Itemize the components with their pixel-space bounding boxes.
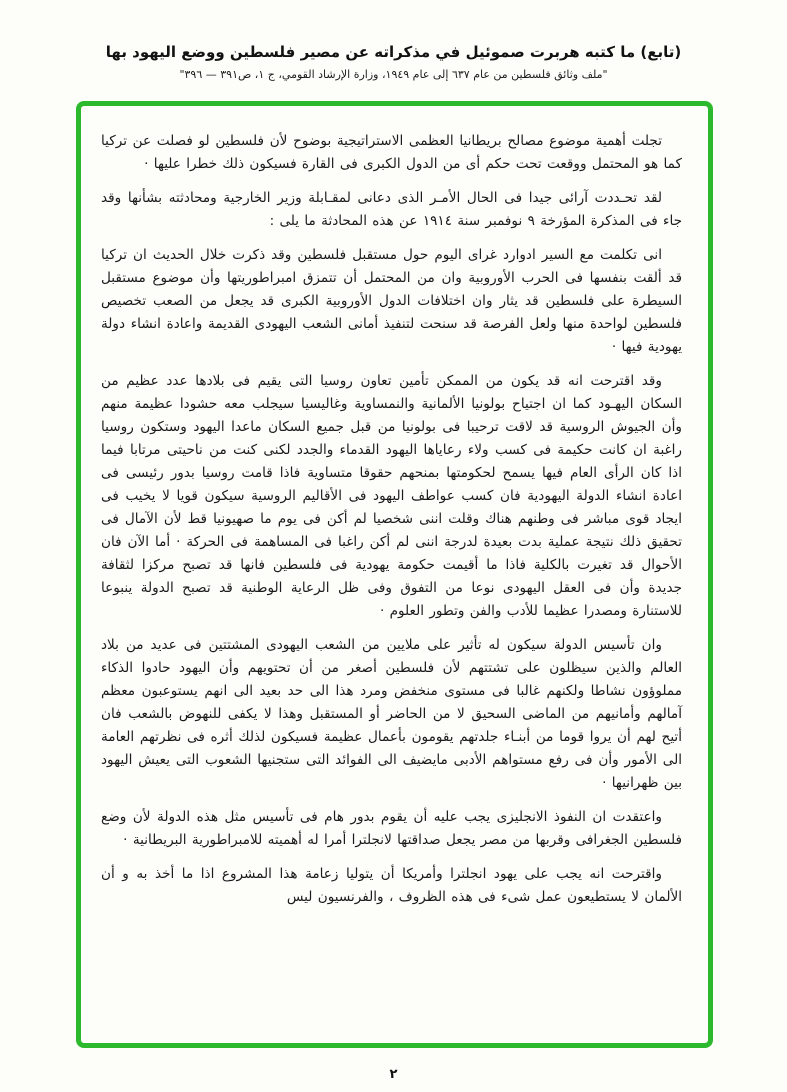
paragraph: تجلت أهمية موضوع مصالح بريطانيا العظمى الاستراتيجية بوضوح لأن فلسطين لو فصلت عن تركيا كما هو المحتمل ووقعت تحت حكم أى من الدول الكبرى فى القارة فسيكون ذلك خطرا عليها · xyxy=(101,133,682,172)
paragraph: انى تكلمت مع السير ادوارد غراى اليوم حول مستقبل فلسطين وقد ذكرت خلال الحديث ان تركيا قد ألقت بنفسها فى الحرب الأوروبية وان من المحتمل أن تتمزق امبراطوريتها وأن موضوع مستقبل السيطرة على فلسطين قد يثار وان اختلافات الدول الأوروبية الكبرى قد يجعل من الصعب تخصيص فلسطين لواحدة منها ولعل الفرصة قد سنحت لتنفيذ أمانى الشعب اليهودى القديمة واعادة انشاء دولة يهودية فيها · xyxy=(101,247,682,355)
paragraph: واعتقدت ان النفوذ الانجليزى يجب عليه أن يقوم بدور هام فى تأسيس مثل هذه الدولة لأن وضع فلسطين الجغرافى وقربها من مصر يجعل صداقتها لانجلترا أمرا له أهميته للامبراطورية البريطانية · xyxy=(101,809,682,848)
paragraph: وان تأسيس الدولة سيكون له تأثير على ملايين من الشعب اليهودى المشتتين فى عديد من بلاد العالم والذين سيظلون على تشتتهم لأن فلسطين أصغر من أن تحتويهم وأن اليهود حادوا الذكاء مملوؤون نشاطا ولكنهم غالبا فى مستوى منخفض ومرد هذا الى حد بعيد الى انهم يستوعبون معظم آمالهم وأمانيهم من الماضى السحيق لا من الحاضر أو المستقبل وهذا لا يكفى للنهوض بالشعب فان أتيح لهم أن يروا قوما من أبنـاء جلدتهم يقومون بأعمال عظيمة فسيكون لذلك أثره فى نظرتهم العامة الى الأمور وأن فى رفع مستواهم الأدبى مايضيف الى الفوائد التى ستجنيها الشعوب التى يعيش اليهود بين ظهرانيها · xyxy=(101,637,682,791)
paragraph: وقد اقترحت انه قد يكون من الممكن تأمين تعاون روسيا التى يقيم فى بلادها عدد عظيم من السكان اليهـود كما ان اجتياح بولونيا الألمانية والنمساوية وغاليسيا سيجلب معه حشودا عظيمة منهم وأن الجيوش الروسية قد لاقت ترحيبا فى بولونيا من قبل جميع السكان ماعدا اليهود وستكون روسيا راغبة ان كانت حكيمة فى كسب ولاء رعاياها اليهود القدماء والجدد لكنى كنت من ناحيتى مرتابا فيما اذا كان الرأى العام فيها يسمح لحكومتها بمنحهم حقوقا متساوية فاذا قامت روسيا بدور رئيسى فى اعادة انشاء الدولة اليهودية فان كسب عواطف اليهود فى الأقاليم الروسية سيكون قويا لا يخيب فى ايجاد قوى مباشر فى وطنهم هناك وقلت اننى شخصيا لم أكن فى يوم ما صهيونيا قط لأن الآمال فى تحقيق ذلك نتيجة عملية بدت بعيدة لدرجة اننى لم أكن راغبا فى المساهمة فى الحركة · أما الآن فان الأحوال قد تغيرت بالكلية فاذا ما أقيمت حكومة يهودية فى فلسطين فانها قد تصبح مركزا لثقافة جديدة وأن فى العقل اليهودى نوعا من التفوق وفى ظل الرعاية الوطنية قد تصبح الدولة ينبوعا للاستنارة ومصدرا عظيما للأدب والفن وتطور العلوم · xyxy=(101,373,682,619)
document-title: (تابع) ما كتبه هربرت صموئيل في مذكراته عن مصير فلسطين ووضع اليهود بها xyxy=(105,43,682,61)
paragraph: لقد تحـددت آرائى جيدا فى الحال الأمـر الذى دعانى لمقـابلة وزير الخارجية ومحادثته بشأنها وقد جاء فى المذكرة المؤرخة ٩ نوفمبر سنة ١٩١٤ عن هذه المحادثة ما يلى : xyxy=(101,190,682,229)
document-source-citation: "ملف وثائق فلسطين من عام ٦٣٧ إلى عام ١٩٤٩، وزارة الإرشاد القومي، ج ١، ص٣٩١ — ٣٩٦" xyxy=(179,68,608,81)
page-number: ٢ xyxy=(389,1067,398,1082)
paragraph: واقترحت انه يجب على يهود انجلترا وأمريكا أن يتوليا زعامة هذا المشروع اذا ما أخذ به و أن الألمان لا يستطيعون عمل شىء فى هذه الظروف ، والفرنسيون ليس xyxy=(101,866,682,905)
document-body xyxy=(101,130,682,909)
document-header xyxy=(0,42,787,82)
green-highlight-frame xyxy=(76,101,713,1048)
